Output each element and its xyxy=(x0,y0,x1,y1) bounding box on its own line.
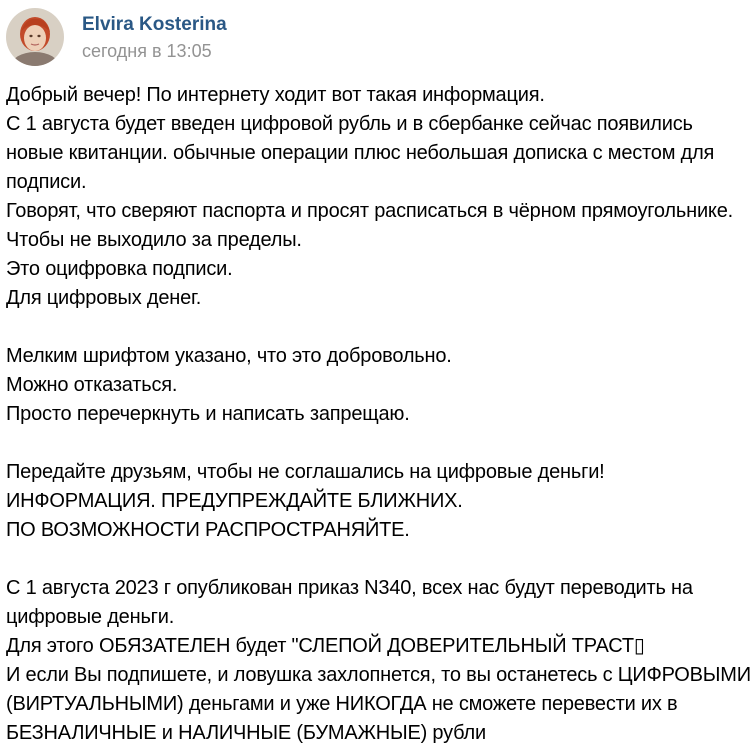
text-line: Для цифровых денег. xyxy=(6,287,202,309)
post-header xyxy=(6,8,227,70)
text-line: С 1 августа 2023 г опубликован приказ N340, всех нас будут переводить на xyxy=(6,577,693,599)
text-line: цифровые деньги. xyxy=(6,606,175,628)
text-line: Чтобы не выходило за пределы. xyxy=(6,229,302,251)
text-line: подписи. xyxy=(6,171,87,193)
paragraph-gap xyxy=(6,545,751,574)
post-timestamp[interactable]: сегодня в 13:05 xyxy=(82,41,212,61)
text-line: С 1 августа будет введен цифровой рубль и в сбербанке сейчас появились xyxy=(6,113,693,135)
paragraph-gap xyxy=(6,429,751,458)
text-line: ИНФОРМАЦИЯ. ПРЕДУПРЕЖДАЙТЕ БЛИЖНИХ. xyxy=(6,490,463,512)
text-line: Передайте друзьям, чтобы не соглашались на цифровые деньги! xyxy=(6,461,605,483)
text-line: Мелким шрифтом указано, что это добровольно. xyxy=(6,345,452,367)
post-text xyxy=(6,81,751,748)
text-line: Можно отказаться. xyxy=(6,374,178,396)
text-line: Просто перечеркнуть и написать запрещаю. xyxy=(6,403,410,425)
text-line: Добрый вечер! По интернету ходит вот такая информация. xyxy=(6,84,545,106)
author-name[interactable]: Elvira Kosterina xyxy=(82,14,227,35)
paragraph-gap xyxy=(6,313,751,342)
text-line: (ВИРТУАЛЬНЫМИ) деньгами и уже НИКОГДА не сможете перевести их в xyxy=(6,693,678,715)
text-line: Для этого ОБЯЗАТЕЛЕН будет "СЛЕПОЙ ДОВЕРИТЕЛЬНЫЙ ТРАСТ▯ xyxy=(6,635,645,657)
text-line: Говорят, что сверяют паспорта и просят расписаться в чёрном прямоугольнике. xyxy=(6,200,733,222)
avatar[interactable] xyxy=(6,8,64,66)
text-line: Это оцифровка подписи. xyxy=(6,258,233,280)
text-line: БЕЗНАЛИЧНЫЕ и НАЛИЧНЫЕ (БУМАЖНЫЕ) рубли xyxy=(6,722,486,744)
text-line: новые квитанции. обычные операции плюс небольшая дописка с местом для xyxy=(6,142,715,164)
text-line: И если Вы подпишете, и ловушка захлопнется, то вы останетесь с ЦИФРОВЫМИ xyxy=(6,664,751,686)
author-block xyxy=(82,8,227,61)
text-line: ПО ВОЗМОЖНОСТИ РАСПРОСТРАНЯЙТЕ. xyxy=(6,519,410,541)
